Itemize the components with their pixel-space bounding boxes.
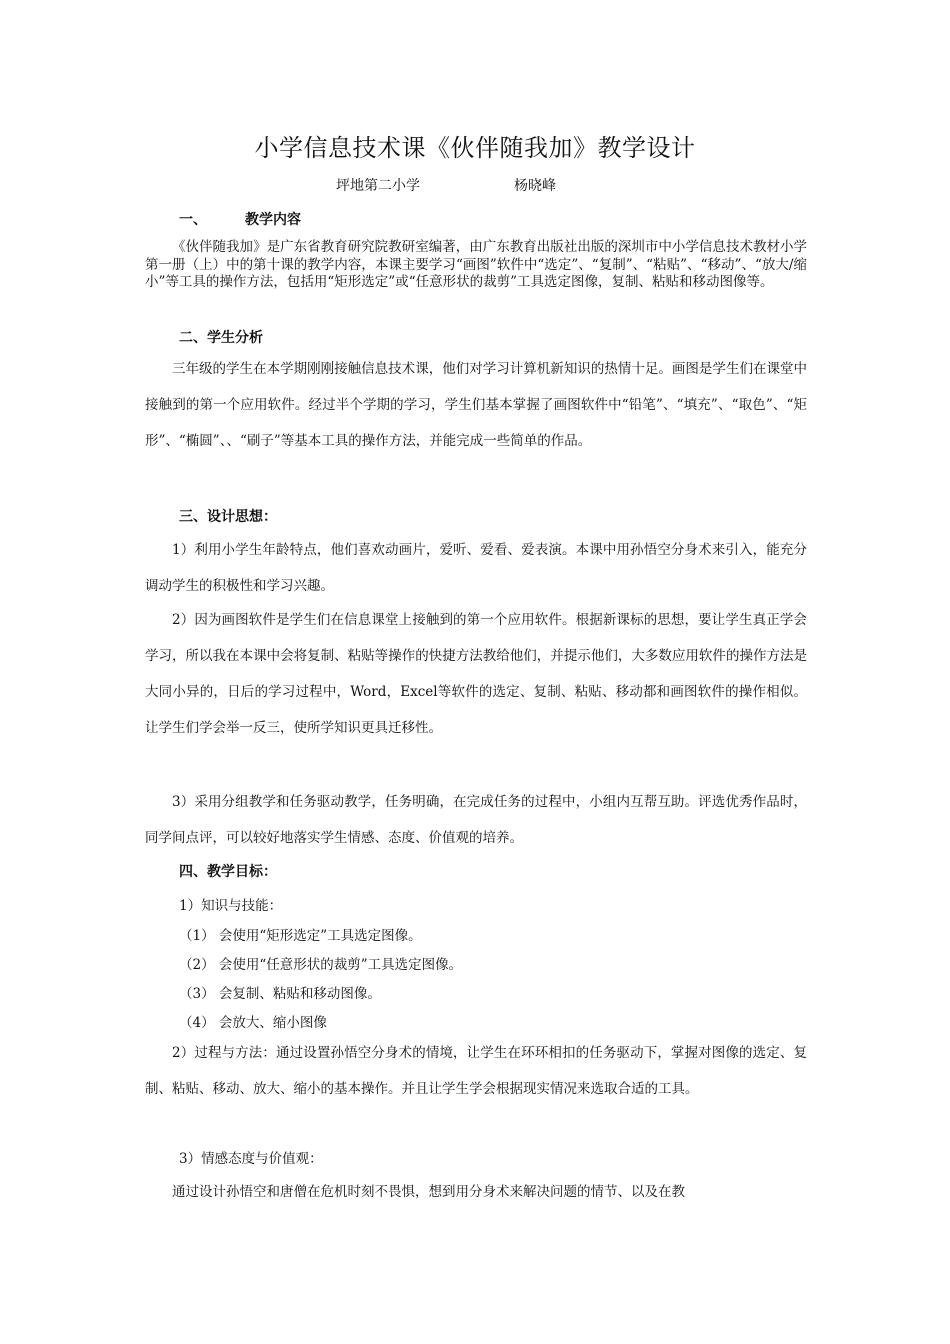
paragraph-goal-process: 2）过程与方法：通过设置孙悟空分身术的情境，让学生在环环相扣的任务驱动下，掌握对图像的选定、复制、粘贴、移动、放大、缩小的基本操作。并且让学生学会根据现实情况来选取合适的工具。	[145, 1045, 807, 1097]
section-heading-goals: 四、教学目标：	[179, 864, 277, 880]
goal-knowledge-item: （1） 会使用“矩形选定”工具选定图像。	[179, 928, 422, 944]
paragraph-content: 《伙伴随我加》是广东省教育研究院教研室编著，由广东教育出版社出版的深圳市中小学信息技术教材小学第一册（上）中的第十课的教学内容，本课主要学习“画图”软件中“选定”、“复制”、“粘贴”、“移动”、“放大/缩小”等工具的操作方法，包括用“矩形选定”或“任意形状的裁剪”工具选定图像，复制、粘贴和移动图像等。	[145, 239, 807, 290]
paragraph-goal-emotion: 通过设计孙悟空和唐僧在危机时刻不畏惧，想到用分身术来解决问题的情节、以及在教	[172, 1184, 685, 1200]
paragraph-students: 三年级的学生在本学期刚刚接触信息技术课，他们对学习计算机新知识的热情十足。画图是学生们在课堂中接触到的第一个应用软件。经过半个学期的学习，学生们基本掌握了画图软件中“铅笔”、“填充”、“取色”、“矩形”、“椭圆”、、“刷子”等基本工具的操作方法，并能完成一些简单的作品。	[145, 361, 807, 449]
goal-knowledge-item: （4） 会放大、缩小图像	[179, 1015, 327, 1031]
section-heading-content	[179, 210, 301, 230]
paragraph-design-1: 1）利用小学生年龄特点，他们喜欢动画片，爱听、爱看、爱表演。本课中用孙悟空分身术来引入，能充分调动学生的积极性和学习兴趣。	[145, 542, 807, 594]
goal-knowledge-item: （3） 会复制、粘贴和移动图像。	[179, 986, 381, 1002]
section-heading-students: 二、学生分析	[179, 330, 263, 346]
section-title: 教学内容	[245, 212, 301, 228]
section-heading-design: 三、设计思想：	[179, 509, 277, 525]
goal-knowledge-item: （2） 会使用“任意形状的裁剪”工具选定图像。	[179, 957, 463, 973]
paragraph-design-2: 2）因为画图软件是学生们在信息课堂上接触到的第一个应用软件。根据新课标的思想，要让学生真正学会学习，所以我在本课中会将复制、粘贴等操作的快捷方法教给他们，并提示他们，大多数应用软件的操作方法是大同小异的，日后的学习过程中，Word，Excel等软件的选定、复制、粘贴、移动都和画图软件的操作相似。让学生们学会举一反三，使所学知识更具迁移性。	[145, 612, 807, 736]
paragraph-design-3: 3）采用分组教学和任务驱动教学，任务明确，在完成任务的过程中，小组内互帮互助。评选优秀作品时，同学间点评，可以较好地落实学生情感、态度、价值观的培养。	[145, 794, 807, 846]
author-name: 杨晓峰	[514, 178, 556, 194]
goal-emotion-title: 3）情感态度与价值观：	[179, 1151, 323, 1167]
goal-knowledge-title: 1）知识与技能：	[179, 898, 283, 914]
section-number: 一、	[179, 212, 207, 228]
author-school: 坪地第二小学	[336, 178, 420, 194]
page-title: 小学信息技术课《伙伴随我加》教学设计	[254, 134, 696, 162]
